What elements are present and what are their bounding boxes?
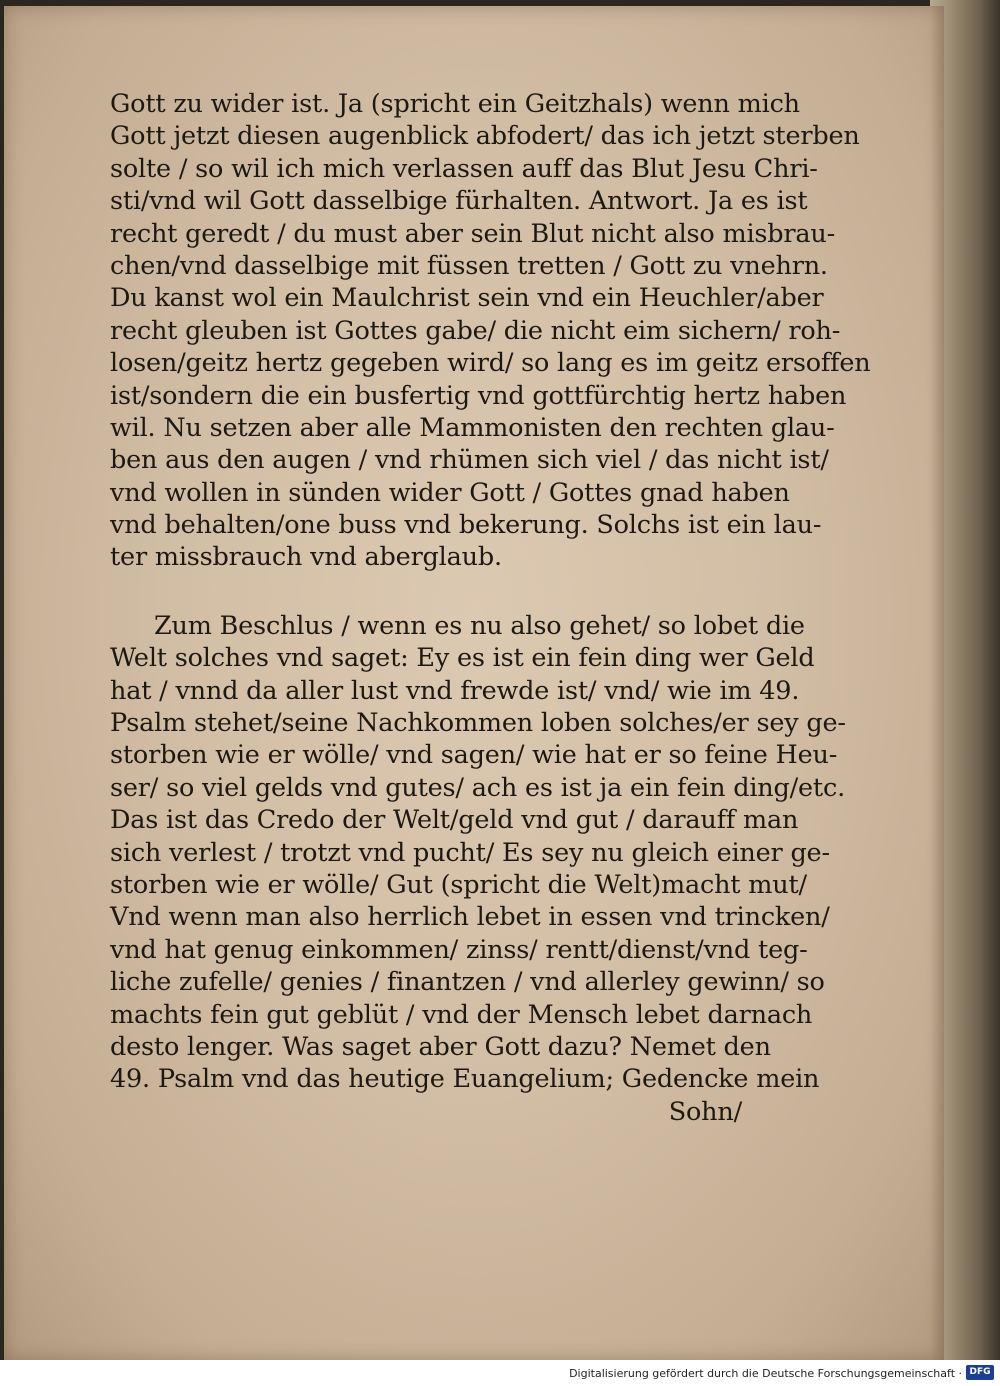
text-line: sti/vnd wil Gott dasselbige fürhalten. Antwort. Ja es ist xyxy=(110,186,808,217)
text-line: recht gleuben ist Gottes gabe/ die nicht eim sichern/ roh- xyxy=(110,315,841,346)
text-line: Welt solches vnd saget: Ey es ist ein fein ding wer Geld xyxy=(110,643,815,674)
dfg-logo-icon[interactable]: DFG xyxy=(966,1365,994,1380)
paragraph-2 xyxy=(110,610,846,1128)
funding-notice: Digitalisierung gefördert durch die Deutsche Forschungsgemeinschaft · xyxy=(569,1367,962,1380)
text-line: ist/sondern die ein busfertig vnd gottfürchtig hertz haben xyxy=(110,380,847,411)
text-line: Gott jetzt diesen augenblick abfodert/ das ich jetzt sterben xyxy=(110,121,860,152)
text-line: Psalm stehet/seine Nachkommen loben solches/er sey ge- xyxy=(110,708,846,739)
text-line: Vnd wenn man also herrlich lebet in essen vnd trincken/ xyxy=(110,902,830,933)
paragraph-1 xyxy=(110,88,871,574)
text-line: ser/ so viel gelds vnd gutes/ ach es ist ja ein fein ding/etc. xyxy=(110,772,845,803)
text-line: hat / vnnd da aller lust vnd frewde ist/ vnd/ wie im 49. xyxy=(110,675,800,706)
footer-bar xyxy=(0,1360,1000,1386)
text-line: ben aus den augen / vnd rhümen sich viel / das nicht ist/ xyxy=(110,445,829,476)
text-line: liche zufelle/ genies / finantzen / vnd allerley gewinn/ so xyxy=(110,967,825,998)
text-line: desto lenger. Was saget aber Gott dazu? Nemet den xyxy=(110,1031,771,1062)
text-line: Zum Beschlus / wenn es nu also gehet/ so lobet die xyxy=(154,610,805,641)
text-line: machts fein gut geblüt / vnd der Mensch lebet darnach xyxy=(110,999,813,1030)
text-line: ter missbrauch vnd aberglaub. xyxy=(110,542,502,573)
text-line: recht geredt / du must aber sein Blut nicht also misbrau- xyxy=(110,218,836,249)
text-line: sich verlest / trotzt vnd pucht/ Es sey nu gleich einer ge- xyxy=(110,837,830,868)
text-line: losen/geitz hertz gegeben wird/ so lang es im geitz ersoffen xyxy=(110,348,871,379)
text-line: 49. Psalm vnd das heutige Euangelium; Gedencke mein xyxy=(110,1064,820,1095)
text-line: Du kanst wol ein Maulchrist sein vnd ein Heuchler/aber xyxy=(110,283,824,314)
page-fold-shadow xyxy=(930,6,944,1360)
text-line: chen/vnd dasselbige mit füssen tretten / Gott zu vnehrn. xyxy=(110,250,828,281)
text-line: vnd behalten/one buss vnd bekerung. Solchs ist ein lau- xyxy=(110,510,822,541)
text-line: wil. Nu setzen aber alle Mammonisten den rechten glau- xyxy=(110,412,835,443)
text-line: storben wie er wölle/ vnd sagen/ wie hat er so feine Heu- xyxy=(110,740,838,771)
text-line: solte / so wil ich mich verlassen auff das Blut Jesu Chri- xyxy=(110,153,818,184)
text-line: vnd wollen in sünden wider Gott / Gottes gnad haben xyxy=(110,477,790,508)
page-text xyxy=(110,88,871,1128)
catchword: Sohn/ xyxy=(668,1096,742,1127)
text-line: vnd hat genug einkommen/ zinss/ rentt/dienst/vnd teg- xyxy=(110,934,808,965)
text-line: Das ist das Credo der Welt/geld vnd gut / darauff man xyxy=(110,805,799,836)
text-line: Gott zu wider ist. Ja (spricht ein Geitzhals) wenn mich xyxy=(110,89,800,119)
text-line: storben wie er wölle/ Gut (spricht die Welt)macht mut/ xyxy=(110,869,807,900)
